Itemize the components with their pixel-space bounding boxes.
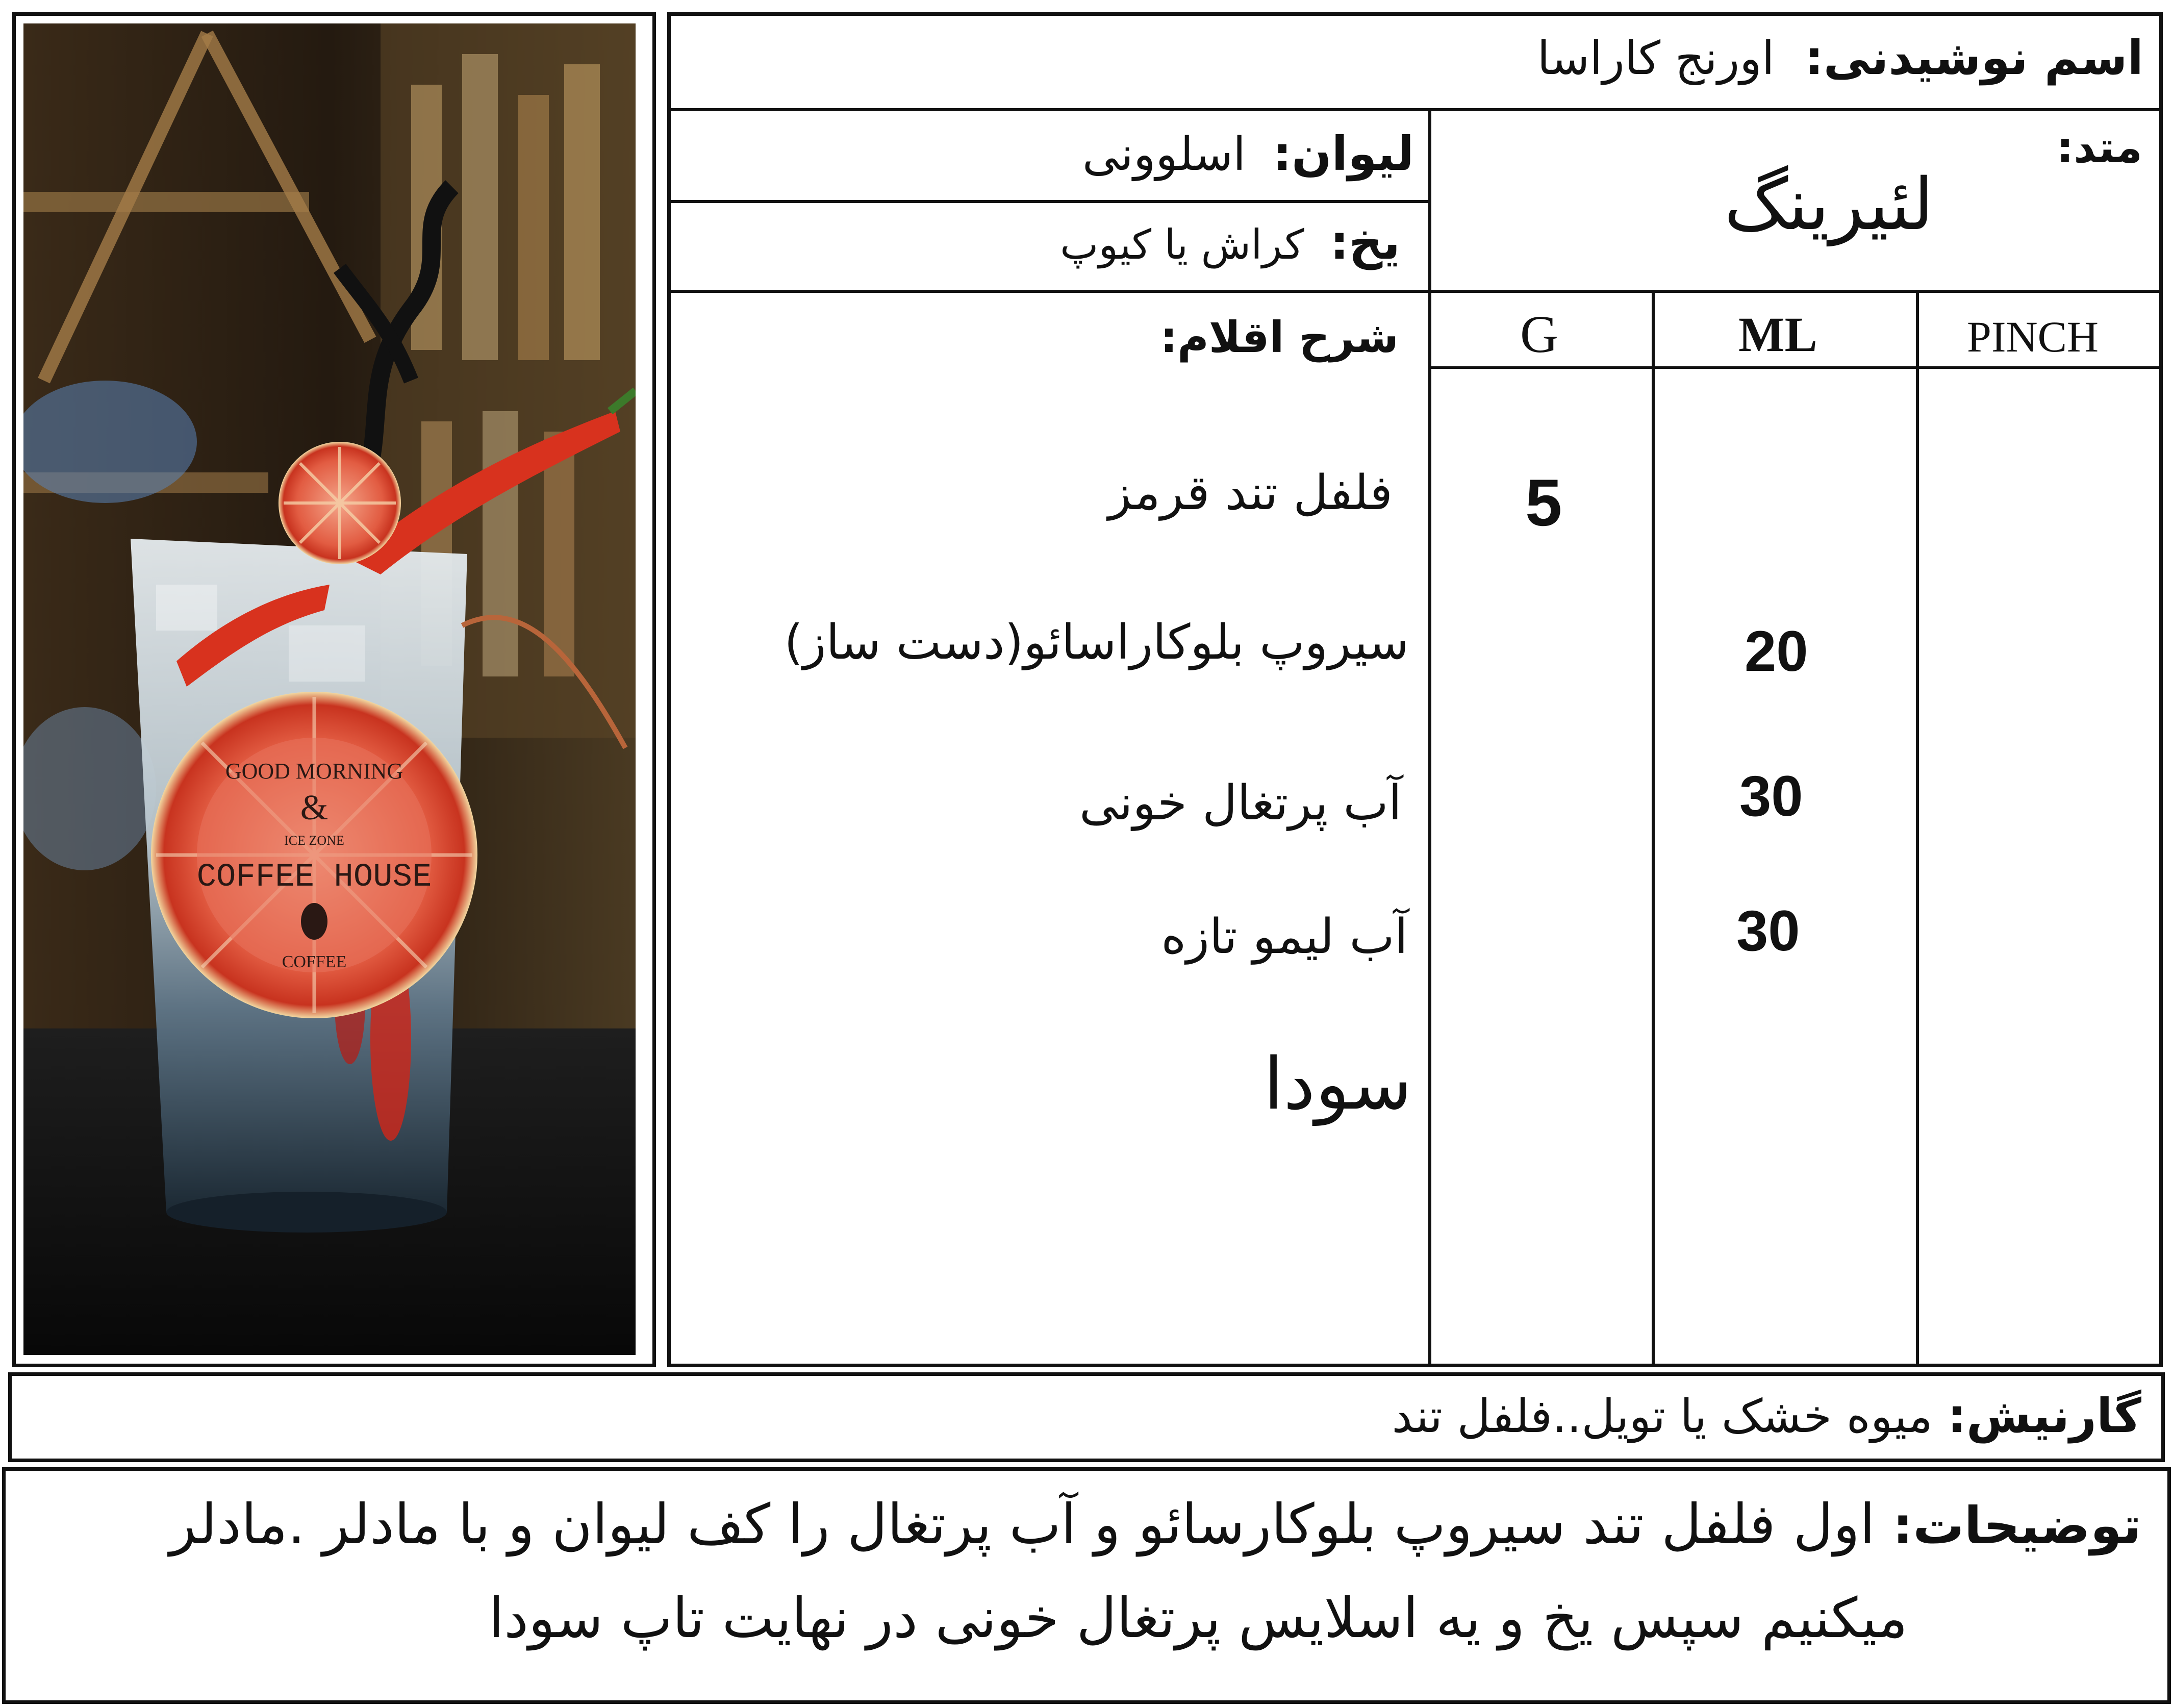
notes-text-1: اول فلفل تند سیروپ بلوکارسائو و آب پرتغال را کف لیوان و با مادلر .مادلر <box>169 1493 1875 1556</box>
badge-bottom: COFFEE <box>282 952 347 971</box>
glass-value: اسلوونی <box>1082 128 1246 181</box>
divider-ml-pinch <box>1916 291 1919 1364</box>
items-header: شرح اقلام: <box>1160 312 1399 362</box>
ice-label: یخ: <box>1330 215 1400 270</box>
divider-table-head <box>1431 366 2159 369</box>
badge-amp: & <box>300 788 329 827</box>
glass-label: لیوان: <box>1273 127 1414 181</box>
col-g-header: G <box>1520 305 1559 364</box>
ingredient-row-2: سیروپ بلوکاراسائو(دست ساز) <box>784 615 1409 670</box>
ice-row <box>1060 215 1400 270</box>
ingredient-row-3: آب پرتغال خونی <box>1079 775 1402 831</box>
drink-name-row <box>1537 31 2144 85</box>
method-label: متد: <box>2056 122 2142 172</box>
divider-info-table <box>671 290 2159 293</box>
notes-text-2: میکنیم سپس یخ و یه اسلایس پرتغال خونی در نهایت تاپ سودا <box>488 1587 1908 1650</box>
drink-name-value: اورنج کاراسا <box>1537 32 1775 85</box>
divider-method <box>1428 111 1431 1364</box>
ingredient-row-4-ml: 30 <box>1736 899 1800 963</box>
ice-value: کراش یا کیوپ <box>1060 221 1304 268</box>
ingredient-row-2-ml: 20 <box>1745 619 1808 683</box>
divider-header <box>671 108 2159 111</box>
ingredient-row-1: فلفل تند قرمز <box>1108 465 1393 521</box>
col-pinch-header: PINCH <box>1967 312 2099 361</box>
form-frame <box>667 12 2163 1367</box>
badge-small: ICE ZONE <box>284 833 344 848</box>
col-ml-header: ML <box>1738 307 1817 362</box>
notes-line1 <box>170 1493 2142 1556</box>
ingredient-row-4: آب لیمو تازه <box>1161 909 1408 965</box>
drink-name-label: اسم نوشیدنی: <box>1805 31 2143 85</box>
badge-line1: GOOD MORNING <box>225 759 403 784</box>
garnish-label: گارنیش: <box>1948 1389 2141 1443</box>
ingredient-row-5: سودا <box>1264 1043 1412 1126</box>
ingredient-row-1-g: 5 <box>1525 465 1562 540</box>
divider-g-ml <box>1652 291 1655 1364</box>
divider-glass-ice <box>671 200 1430 203</box>
ingredient-row-3-ml: 30 <box>1739 764 1803 828</box>
badge-main: COFFEE HOUSE <box>196 859 432 896</box>
glass-row <box>1082 127 1414 181</box>
garnish-value: میوه خشک یا تویل..فلفل تند <box>1392 1390 1933 1443</box>
garnish-row <box>1392 1389 2141 1443</box>
method-value: لئیرینگ <box>1724 163 1934 246</box>
notes-label: توضیحات: <box>1892 1496 2141 1555</box>
drink-photo <box>23 23 636 1355</box>
drink-illustration <box>23 23 636 1355</box>
